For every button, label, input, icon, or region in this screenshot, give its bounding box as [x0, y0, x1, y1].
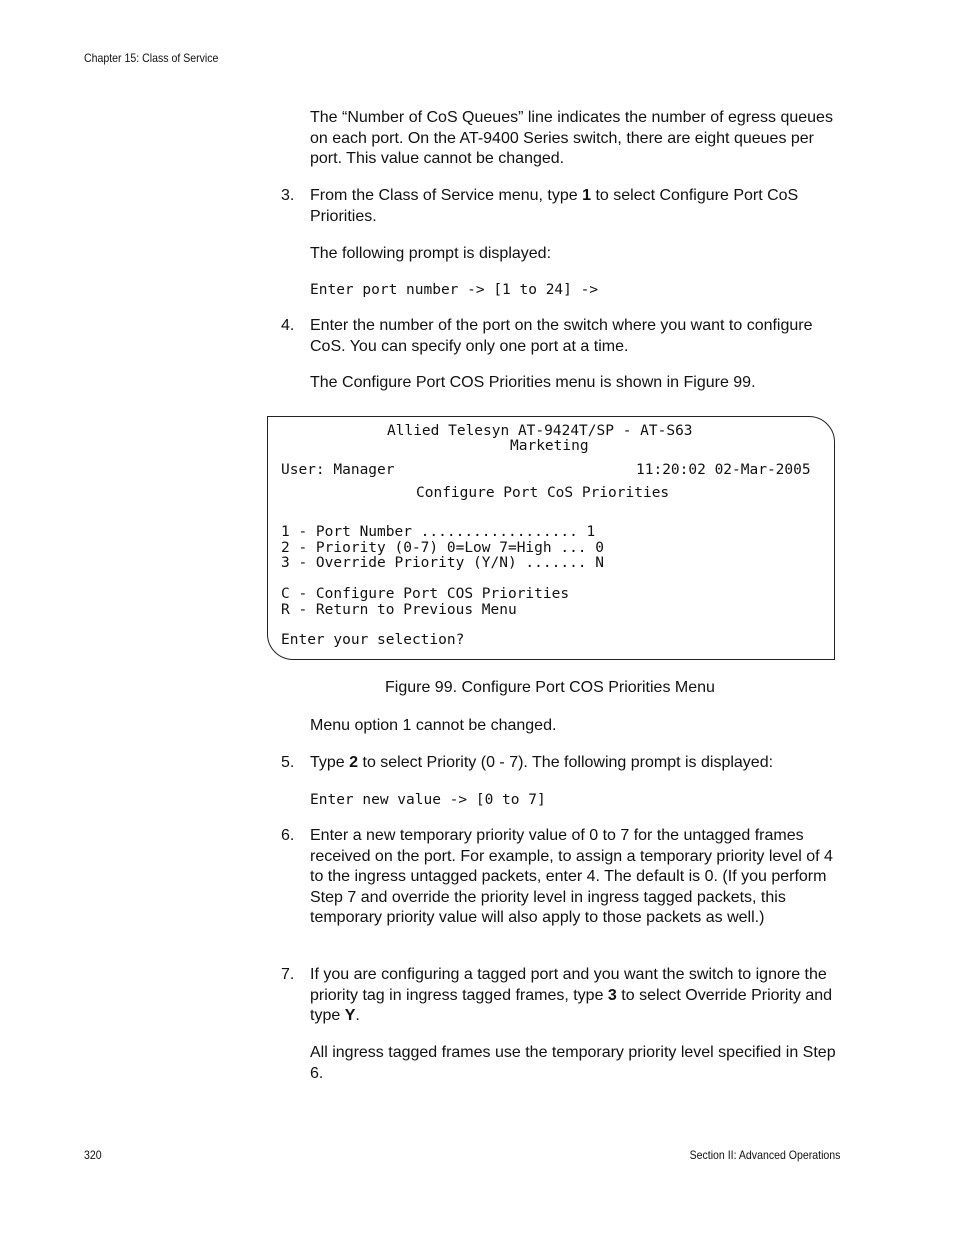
step-3-number: 3.: [281, 187, 295, 204]
screen-title: Allied Telesyn AT-9424T/SP - AT-S63: [387, 423, 693, 439]
step-4-text: Enter the number of the port on the switch where you want to configure CoS. You can specify only one port at a time.: [310, 317, 813, 355]
port-number-prompt: Enter port number -> [1 to 24] ->: [310, 282, 599, 298]
screen-menu-title: Configure Port CoS Priorities: [416, 485, 670, 501]
screen-user: User: Manager: [281, 462, 395, 478]
step-4-followup: The Configure Port COS Priorities menu is shown in Figure 99.: [310, 374, 756, 391]
note-paragraph: Menu option 1 cannot be changed.: [310, 717, 557, 734]
running-footer-section: Section II: Advanced Operations: [689, 1148, 840, 1162]
step-5-text: Type 2 to select Priority (0 - 7). The following prompt is displayed:: [310, 754, 774, 771]
screen-selection-prompt: Enter your selection?: [281, 632, 465, 648]
running-header: Chapter 15: Class of Service: [84, 51, 219, 65]
step-6-number: 6.: [281, 827, 295, 844]
step-4-number: 4.: [281, 317, 295, 334]
step-7-text: If you are configuring a tagged port and you want the switch to ignore the priority tag in ingress tagged frames, type 3 to select Override Priority and type Y.: [310, 966, 833, 1024]
new-value-prompt: Enter new value -> [0 to 7]: [310, 792, 546, 808]
intro-paragraph: The “Number of CoS Queues” line indicates the number of egress queues on each port. On the AT-9400 Series switch, there are eight queues per port. This value cannot be changed.: [310, 109, 833, 167]
menu-command-return: R - Return to Previous Menu: [281, 601, 517, 618]
menu-item-priority: 2 - Priority (0-7) 0=Low 7=High ... 0: [281, 539, 605, 556]
step-7-number: 7.: [281, 966, 295, 983]
figure-caption: Figure 99. Configure Port COS Priorities Menu: [385, 679, 715, 696]
menu-command-configure: C - Configure Port COS Priorities: [281, 586, 570, 602]
page-number: 320: [84, 1148, 102, 1162]
screen-datetime: 11:20:02 02-Mar-2005: [636, 462, 811, 478]
menu-item-override: 3 - Override Priority (Y/N) ....... N: [281, 555, 605, 571]
step-3-followup: The following prompt is displayed:: [310, 245, 552, 262]
bold-key: Y: [344, 1007, 356, 1024]
menu-item-port-number: 1 - Port Number .................. 1: [281, 524, 596, 540]
bold-key: 2: [349, 754, 359, 771]
step-6-text: Enter a new temporary priority value of 0 to 7 for the untagged frames received on the port. For example, to assign a temporary priority level of 4 to the ingress untagged packets, enter 4. The default is 0. (If you perform Step 7 and override the priority level in ingress tagged packets, this temporary priority value will also apply to those packets as well.): [310, 827, 833, 926]
step-7-followup: All ingress tagged frames use the temporary priority level specified in Step 6.: [310, 1044, 836, 1082]
step-5-number: 5.: [281, 754, 295, 771]
screen-subtitle: Marketing: [510, 438, 589, 454]
bold-key: 1: [582, 187, 592, 204]
bold-key: 3: [607, 986, 617, 1004]
step-3-text: From the Class of Service menu, type 1 to select Configure Port CoS Priorities.: [310, 187, 799, 225]
